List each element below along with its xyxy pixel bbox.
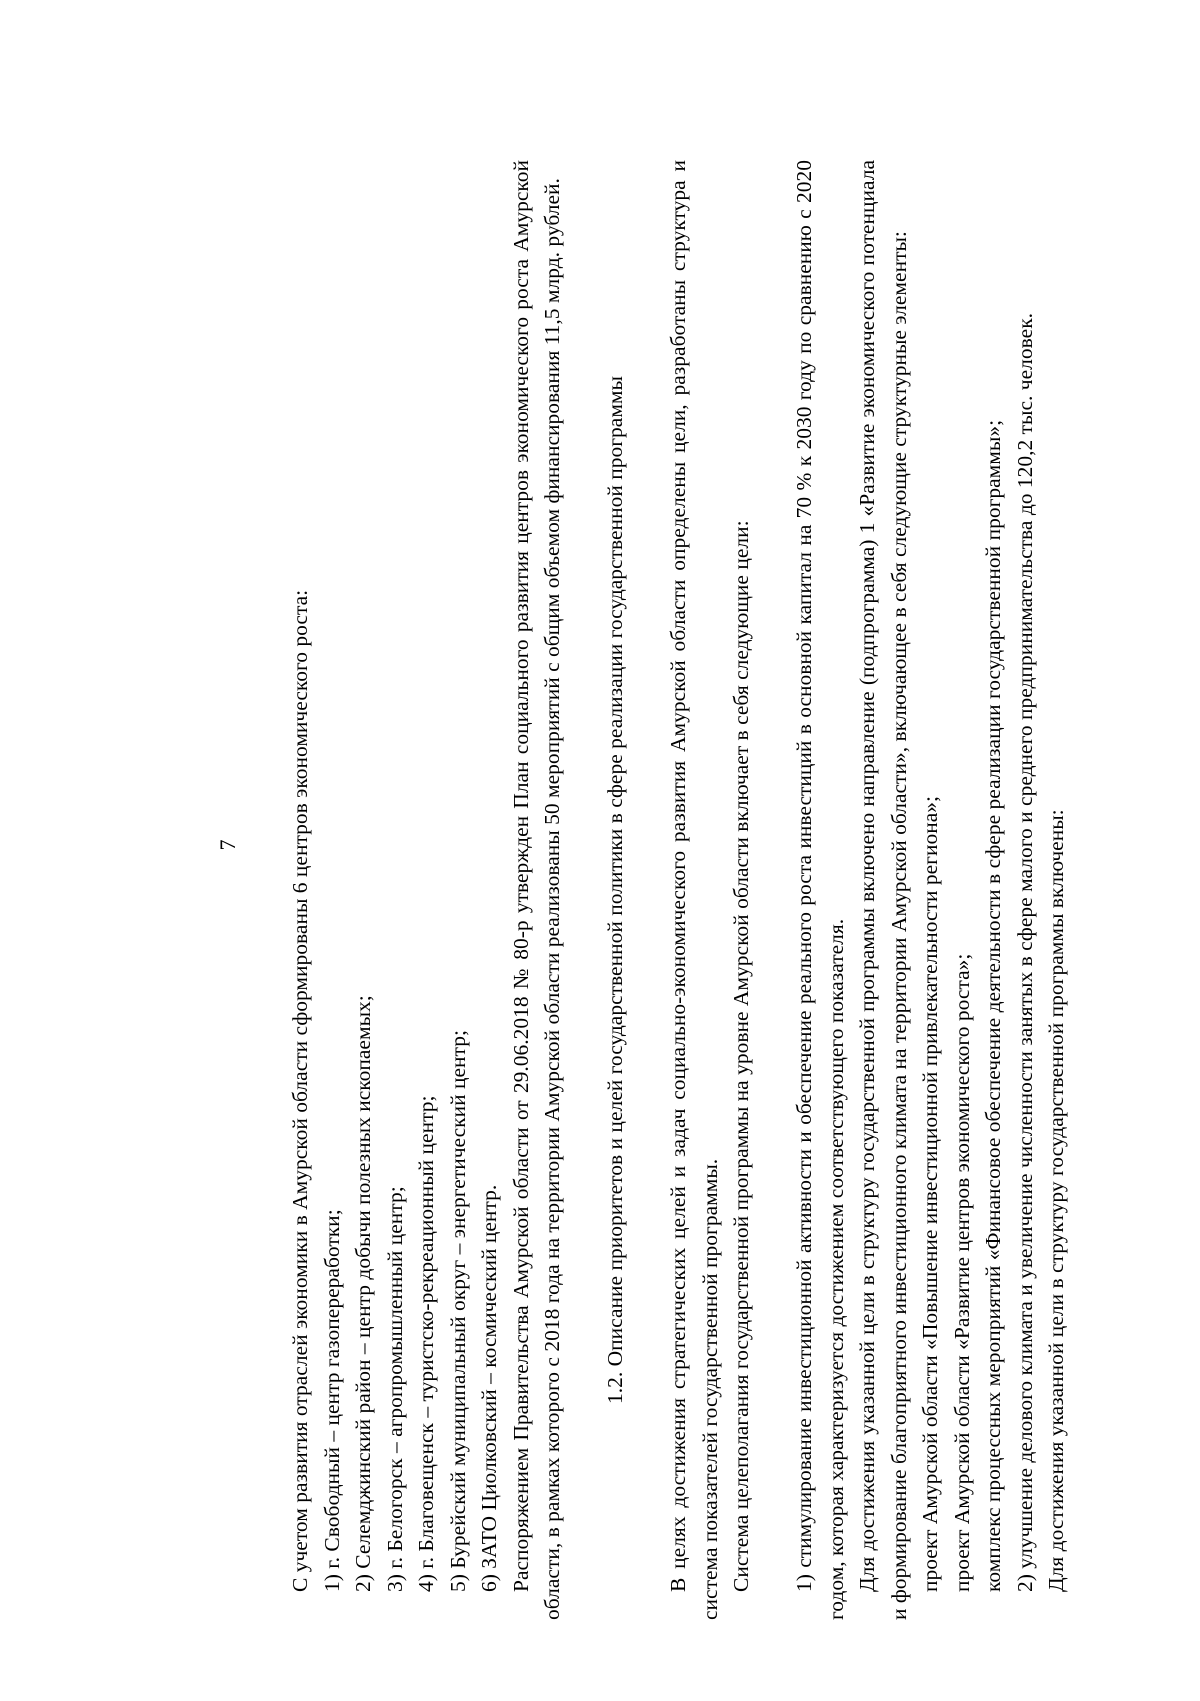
paragraph-subprogram-2: Для достижения указанной цели в структуру государственной программы включены: [1044, 809, 1068, 1592]
goal-item-2: 2) улучшение делового климата и увеличение численности занятых в сфере малого и среднего предпринимательства до 120,2 тыс. человек. [1012, 312, 1037, 1592]
list-item-2: 2) Селемджинский район – центр добычи полезных ископаемых; [351, 995, 375, 1592]
list-item-6: 6) ЗАТО Циолковский – космический центр. [477, 1184, 501, 1592]
page-number: 7 [215, 839, 240, 851]
list-item-5: 5) Бурейский муниципальный округ – энергетический центр; [445, 1030, 470, 1592]
list-item-1: 1) г. Свободный – центр газопереработки; [319, 1209, 344, 1592]
list-item-4: 4) г. Благовещенск – туристско-рекреационный центр; [414, 1095, 438, 1592]
paragraph-goals: В целях достижения стратегических целей и задач социально-экономического развития Амурской области определены цели, разработаны структура и система показателей государственной программы. [666, 160, 722, 1620]
goal-item-1: 1) стимулирование инвестиционной активности и обеспечение реального роста инвестиций в основной капитал на 70 % к 2030 году по сравнению с 2020 годом, которая характеризуется достижением соответствующего показателя. [792, 160, 848, 1620]
structural-element-3: комплекс процессных мероприятий «Финансовое обеспечение деятельности в сфере реализации государственной программы»; [981, 419, 1005, 1592]
section-heading: 1.2. Описание приоритетов и целей государственной политики в сфере реализации государственной программы [603, 376, 627, 1404]
structural-element-2: проект Амурской области «Развитие центров экономического роста»; [949, 953, 974, 1592]
list-item-3: 3) г. Белогорск – агропромышленный центр; [382, 1186, 407, 1592]
paragraph-goal-system: Система целеполагания государственной программы на уровне Амурской области включает в себя следующие цели: [729, 520, 753, 1592]
structural-element-1: проект Амурской области «Повышение инвестиционной привлекательности региона»; [918, 796, 942, 1592]
paragraph-intro: С учетом развития отраслей экономики в Амурской области сформированы 6 центров экономического роста: [288, 589, 312, 1592]
paragraph-subprogram-1: Для достижения указанной цели в структуру государственной программы включено направление (подпрограмма) 1 «Развитие экономического потенциала и формирование благоприятного инвестиционного климата на территории Амурской области», включающее в себя следующие структурные элементы: [855, 160, 911, 1620]
paragraph-order: Распоряжением Правительства Амурской области от 29.06.2018 № 80-р утвержден План социального развития центров экономического роста Амурской области, в рамках которого с 2018 года на территории Амурской области реализованы 50 мероприятий с общим объемом финансирования 11,5 млрд. рублей. [508, 160, 564, 1620]
document-body [285, 160, 1073, 1620]
document-page [155, 70, 1155, 1620]
